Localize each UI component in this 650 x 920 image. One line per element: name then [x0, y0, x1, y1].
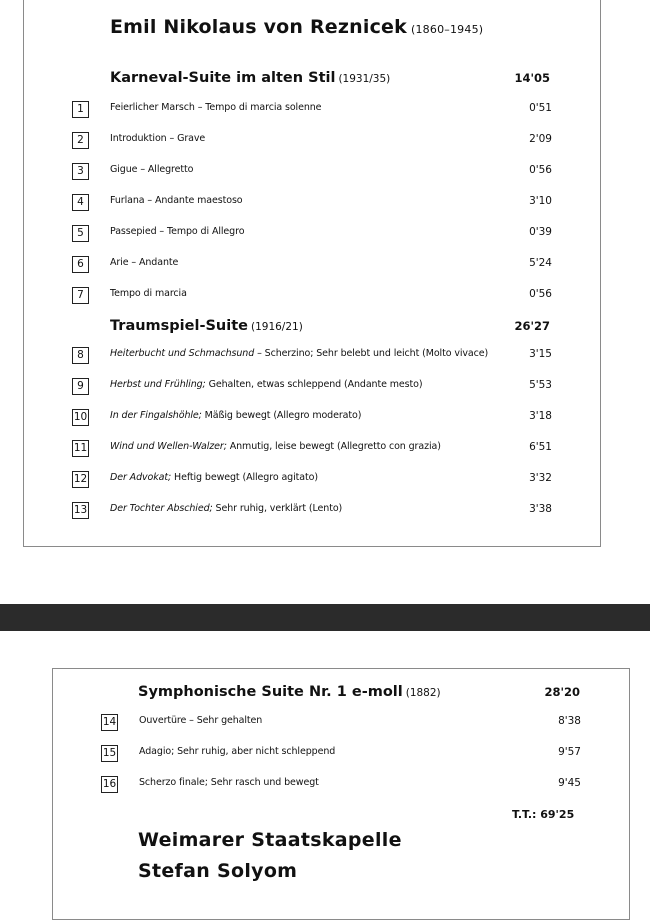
track-number: 7 [72, 287, 89, 304]
track-title [110, 472, 318, 483]
track-duration: 6'51 [529, 441, 552, 453]
track-duration: 5'24 [529, 257, 552, 269]
work-year: (1931/35) [338, 73, 391, 85]
track-duration: 3'32 [529, 472, 552, 484]
track-number: 16 [101, 776, 118, 793]
work-year: (1916/21) [250, 321, 303, 333]
track-title-italic: Heiterbucht und Schmachsund [110, 348, 255, 359]
track-row[interactable] [72, 194, 552, 212]
composer-heading [110, 16, 483, 38]
track-duration: 0'56 [529, 288, 552, 300]
track-number: 8 [72, 347, 89, 364]
track-title: Feierlicher Marsch – Tempo di marcia solenne [110, 102, 322, 113]
track-duration: 3'15 [529, 348, 552, 360]
track-row[interactable] [72, 440, 552, 458]
total-playing-time: T.T.: 69'25 [512, 808, 575, 821]
page-divider [0, 604, 650, 631]
track-row[interactable] [72, 287, 552, 305]
track-number: 1 [72, 101, 89, 118]
track-duration: 2'09 [529, 133, 552, 145]
track-number: 9 [72, 378, 89, 395]
track-number: 2 [72, 132, 89, 149]
track-number: 14 [101, 714, 118, 731]
track-duration: 0'39 [529, 226, 552, 238]
track-row[interactable] [72, 378, 552, 396]
track-duration: 9'57 [558, 746, 581, 758]
track-title-rest: – Scherzino; Sehr belebt und leicht (Molto vivace) [254, 348, 489, 359]
performer-conductor: Stefan Solyom [138, 860, 298, 882]
track-duration: 3'10 [529, 195, 552, 207]
track-title-rest: Anmutig, leise bewegt (Allegretto con grazia) [226, 441, 441, 452]
work-year: (1882) [405, 687, 441, 699]
track-title-rest: Gehalten, etwas schleppend (Andante mesto) [205, 379, 423, 390]
track-duration: 8'38 [558, 715, 581, 727]
composer-dates: (1860–1945) [410, 23, 484, 36]
track-title: Arie – Andante [110, 257, 179, 268]
work-total-time: 26'27 [514, 319, 550, 333]
work-heading [138, 681, 441, 700]
track-title: Introduktion – Grave [110, 133, 206, 144]
track-title-rest: Mäßig bewegt (Allegro moderato) [201, 410, 362, 421]
track-title [110, 503, 342, 514]
track-number: 10 [72, 409, 89, 426]
track-title-rest: Sehr ruhig, verklärt (Lento) [212, 503, 343, 514]
track-title-rest: Heftig bewegt (Allegro agitato) [171, 472, 318, 483]
track-title-italic: Der Tochter Abschied; [110, 503, 213, 514]
track-duration: 0'51 [529, 102, 552, 114]
track-title: Tempo di marcia [110, 288, 187, 299]
track-row[interactable] [72, 409, 552, 427]
performer-orchestra: Weimarer Staatskapelle [138, 829, 402, 851]
track-title [110, 410, 361, 421]
track-number: 6 [72, 256, 89, 273]
track-title-italic: Wind und Wellen-Walzer; [110, 441, 227, 452]
track-title: Adagio; Sehr ruhig, aber nicht schleppend [139, 746, 336, 757]
booklet-page-lower [52, 668, 630, 920]
work-total-time: 28'20 [544, 685, 580, 699]
track-row[interactable] [101, 714, 581, 732]
track-duration: 0'56 [529, 164, 552, 176]
work-heading [110, 67, 390, 86]
track-row[interactable] [72, 347, 552, 365]
track-title-italic: Der Advokat; [110, 472, 172, 483]
track-row[interactable] [72, 502, 552, 520]
track-title [110, 379, 422, 390]
work-heading [110, 315, 303, 334]
track-number: 12 [72, 471, 89, 488]
track-row[interactable] [72, 225, 552, 243]
track-title: Furlana – Andante maestoso [110, 195, 243, 206]
track-row[interactable] [101, 776, 581, 794]
track-number: 4 [72, 194, 89, 211]
track-number: 11 [72, 440, 89, 457]
track-title: Gigue – Allegretto [110, 164, 194, 175]
track-row[interactable] [72, 163, 552, 181]
track-duration: 5'53 [529, 379, 552, 391]
track-title: Passepied – Tempo di Allegro [110, 226, 245, 237]
track-title: Scherzo finale; Sehr rasch und bewegt [139, 777, 319, 788]
track-title-italic: Herbst und Frühling; [110, 379, 206, 390]
track-row[interactable] [72, 256, 552, 274]
track-number: 15 [101, 745, 118, 762]
track-title [110, 348, 488, 359]
track-row[interactable] [72, 101, 552, 119]
work-title: Traumspiel-Suite [110, 318, 248, 334]
track-number: 5 [72, 225, 89, 242]
track-number: 13 [72, 502, 89, 519]
work-total-time: 14'05 [514, 71, 550, 85]
work-title: Karneval-Suite im alten Stil [110, 70, 336, 86]
track-duration: 9'45 [558, 777, 581, 789]
track-title: Ouvertüre – Sehr gehalten [139, 715, 263, 726]
track-row[interactable] [72, 132, 552, 150]
track-number: 3 [72, 163, 89, 180]
track-title [110, 441, 441, 452]
track-duration: 3'38 [529, 503, 552, 515]
composer-name: Emil Nikolaus von Reznicek [110, 16, 407, 38]
track-row[interactable] [72, 471, 552, 489]
track-title-italic: In der Fingalshöhle; [110, 410, 202, 421]
track-duration: 3'18 [529, 410, 552, 422]
track-row[interactable] [101, 745, 581, 763]
work-title: Symphonische Suite Nr. 1 e-moll [138, 684, 403, 700]
